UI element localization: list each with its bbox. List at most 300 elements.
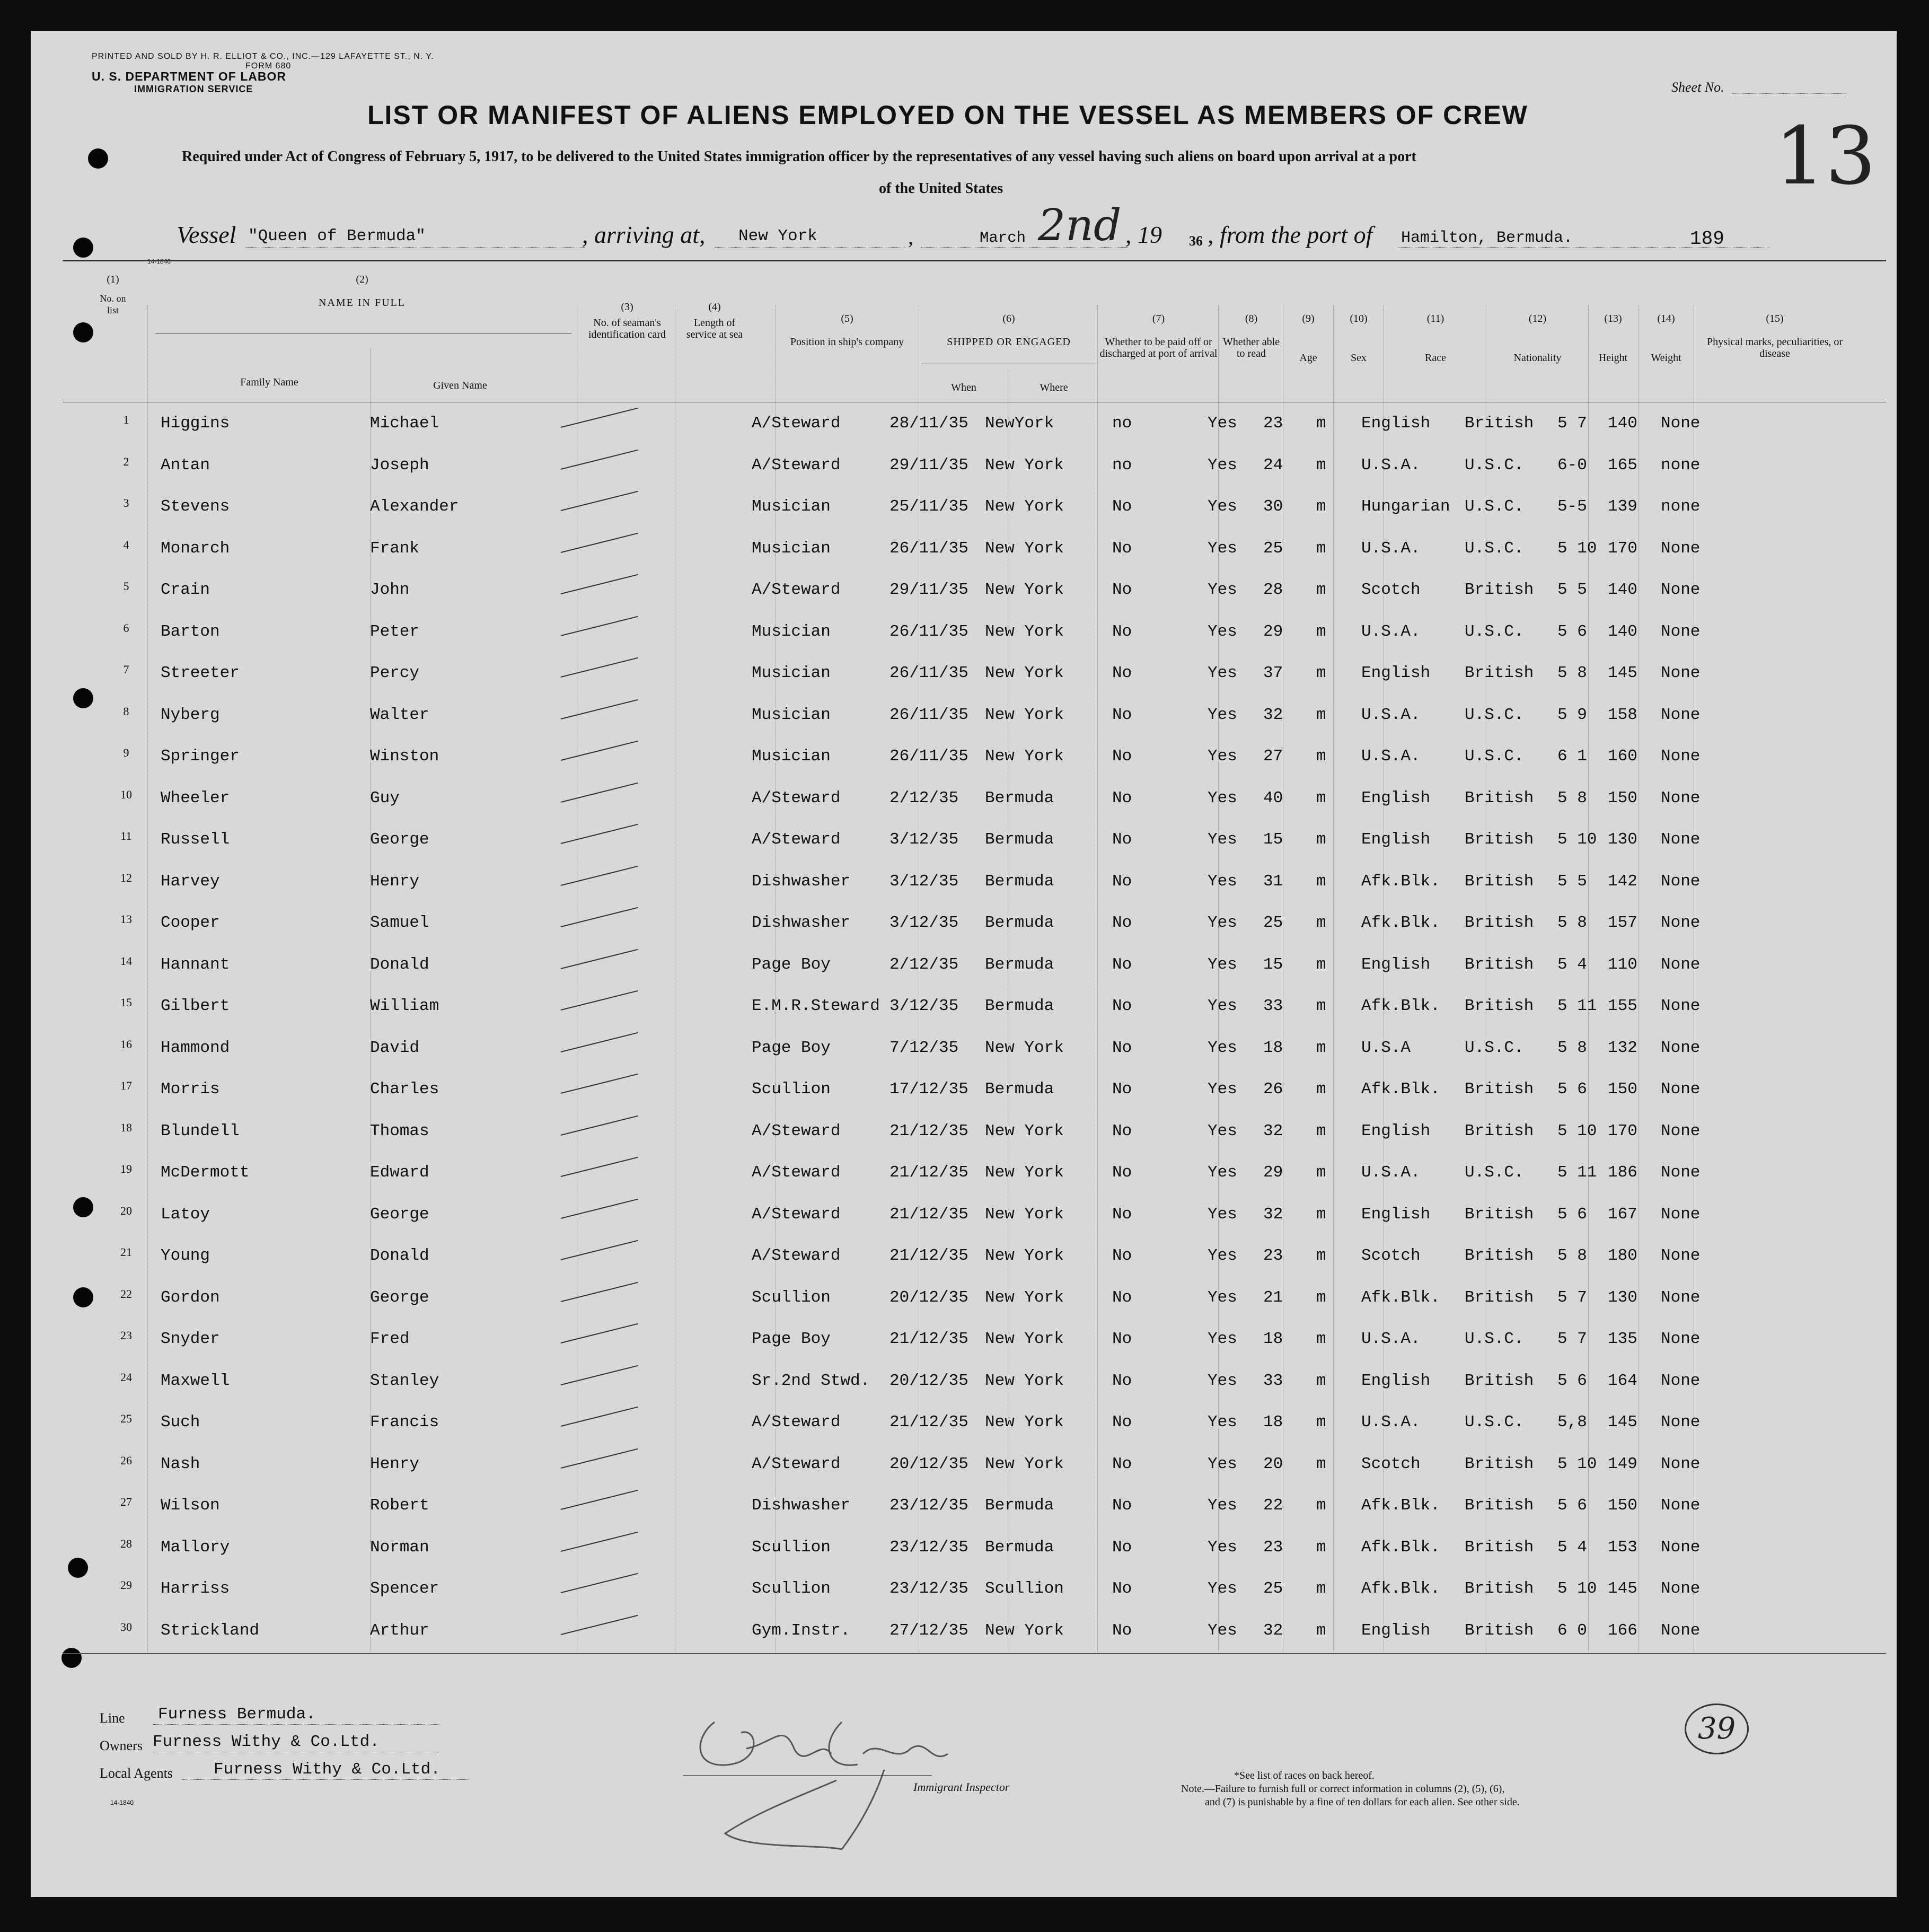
cell-race: English (1361, 955, 1431, 974)
cell-paid: No (1112, 914, 1132, 932)
cell-paid: No (1112, 705, 1132, 724)
cell-sex: m (1316, 1080, 1326, 1099)
id-card-dash (561, 1490, 638, 1510)
sheet-label: Sheet No. (1671, 80, 1724, 95)
cell-position: Page Boy (752, 1330, 831, 1348)
cell-given: Robert (370, 1496, 429, 1515)
table-row (31, 1492, 1897, 1530)
cell-paid: No (1112, 581, 1132, 599)
cell-weight: 132 (1608, 1038, 1637, 1057)
cell-where: New York (985, 581, 1064, 599)
cell-weight: 165 (1608, 455, 1637, 475)
arriving-label: , arriving at, (582, 221, 706, 248)
cell-weight: 180 (1608, 1246, 1637, 1265)
cell-family: Snyder (161, 1330, 220, 1348)
cell-nationality: British (1465, 872, 1534, 891)
cell-nationality: British (1465, 1371, 1534, 1390)
cell-where: Bermuda (985, 955, 1054, 974)
id-card-dash (561, 532, 638, 552)
cell-age: 24 (1263, 455, 1283, 475)
cell-weight: 153 (1608, 1538, 1637, 1557)
cell-weight: 155 (1608, 997, 1637, 1015)
cell-where: New York (985, 1288, 1064, 1307)
cell-weight: 145 (1608, 1413, 1637, 1432)
cell-given: Charles (370, 1080, 439, 1099)
col-6-when-header: When (951, 382, 976, 393)
cell-race: Afk.Blk. (1361, 997, 1440, 1015)
line-underline (153, 1724, 439, 1725)
cell-when: 3/12/35 (889, 872, 959, 891)
cell-age: 21 (1263, 1288, 1283, 1307)
table-row (31, 743, 1897, 781)
cell-family: Cooper (161, 914, 220, 932)
cell-nationality: U.S.C. (1465, 747, 1524, 766)
cell-race: U.S.A (1361, 1038, 1411, 1057)
cell-read: Yes (1208, 997, 1237, 1015)
table-row (31, 1575, 1897, 1613)
cell-race: Hungarian (1361, 497, 1450, 516)
cell-age: 28 (1263, 581, 1283, 599)
cell-no: 12 (120, 871, 132, 884)
cell-nationality: U.S.C. (1465, 1330, 1524, 1348)
cell-paid: No (1112, 1038, 1132, 1057)
cell-where: Bermuda (985, 914, 1054, 932)
inspector-label: Immigrant Inspector (913, 1780, 1010, 1794)
cell-sex: m (1316, 1246, 1326, 1265)
cell-paid: No (1112, 955, 1132, 974)
cell-nationality: British (1465, 1496, 1534, 1515)
id-card-dash (561, 1614, 638, 1635)
cell-no: 17 (120, 1079, 132, 1092)
cell-position: A/Steward (752, 1163, 841, 1182)
cell-family: Wilson (161, 1496, 220, 1515)
cell-where: Bermuda (985, 788, 1054, 807)
cell-when: 21/12/35 (889, 1413, 968, 1432)
cell-given: Thomas (370, 1121, 429, 1140)
cell-marks: None (1661, 622, 1701, 641)
cell-marks: None (1661, 1163, 1701, 1182)
cell-no: 29 (120, 1578, 132, 1592)
cell-where: Bermuda (985, 1080, 1054, 1099)
cell-paid: No (1112, 1246, 1132, 1265)
cell-marks: none (1661, 455, 1701, 475)
col-6-where-header: Where (1040, 382, 1068, 393)
cell-paid: no (1112, 414, 1132, 433)
cell-race: U.S.A. (1361, 1413, 1421, 1432)
cell-marks: None (1661, 1330, 1701, 1348)
cell-given: William (370, 997, 439, 1015)
cell-race: Afk.Blk. (1361, 1496, 1440, 1515)
cell-given: Winston (370, 747, 439, 766)
cell-nationality: U.S.C. (1465, 1413, 1524, 1432)
col-3-header: (3) No. of seaman's identification card (588, 301, 666, 340)
col-13-header: (13) Height (1598, 313, 1628, 364)
cell-age: 32 (1263, 1205, 1283, 1224)
vessel-line (245, 247, 585, 248)
cell-read: Yes (1208, 497, 1237, 516)
col-1-header: (1) No. on list (100, 274, 126, 315)
cell-when: 29/11/35 (889, 455, 968, 475)
cell-family: Young (161, 1246, 210, 1265)
cell-nationality: British (1465, 581, 1534, 599)
cell-no: 13 (120, 912, 132, 926)
cell-given: George (370, 830, 429, 849)
cell-position: Scullion (752, 1288, 831, 1307)
cell-family: Gilbert (161, 997, 230, 1015)
cell-when: 26/11/35 (889, 622, 968, 641)
cell-position: Musician (752, 622, 831, 641)
cell-position: Musician (752, 747, 831, 766)
col-2-family-header: Family Name (240, 376, 298, 388)
cell-position: A/Steward (752, 414, 841, 433)
id-card-dash (561, 865, 638, 885)
cell-age: 30 (1263, 497, 1283, 516)
cell-weight: 110 (1608, 955, 1637, 974)
cell-height: 5 6 (1557, 1080, 1587, 1099)
cell-sex: m (1316, 622, 1326, 641)
col-9-header: (9) Age (1299, 313, 1317, 364)
cell-race: U.S.A. (1361, 705, 1421, 724)
cell-position: Page Boy (752, 955, 831, 974)
cell-family: Strickland (161, 1621, 260, 1640)
cell-family: McDermott (161, 1163, 250, 1182)
cell-no: 20 (120, 1204, 132, 1217)
cell-age: 27 (1263, 747, 1283, 766)
cell-family: Nyberg (161, 705, 220, 724)
cell-position: A/Steward (752, 455, 841, 475)
cell-where: New York (985, 1454, 1064, 1473)
subtitle-line-1: Required under Act of Congress of February 5, 1917, to be delivered to the United States immigration officer by the representatives of any vessel having such aliens on board upon arrival at a port (182, 148, 1416, 165)
cell-paid: No (1112, 497, 1132, 516)
cell-sex: m (1316, 1454, 1326, 1473)
cell-position: A/Steward (752, 1246, 841, 1265)
cell-where: New York (985, 1413, 1064, 1432)
cell-paid: No (1112, 997, 1132, 1015)
cell-age: 18 (1263, 1330, 1283, 1348)
table-row (31, 1118, 1897, 1156)
cell-when: 2/12/35 (889, 788, 959, 807)
cell-position: Scullion (752, 1579, 831, 1598)
col-10-header: (10) Sex (1350, 313, 1368, 364)
cell-weight: 140 (1608, 622, 1637, 641)
cell-marks: None (1661, 830, 1701, 849)
cell-sex: m (1316, 581, 1326, 599)
cell-height: 6 1 (1557, 747, 1587, 766)
cell-family: Streeter (161, 664, 240, 682)
cell-read: Yes (1208, 1163, 1237, 1182)
cell-marks: None (1661, 1246, 1701, 1265)
cell-height: 5-5 (1557, 497, 1587, 516)
cell-when: 7/12/35 (889, 1038, 959, 1057)
cell-position: A/Steward (752, 830, 841, 849)
punch-hole (88, 148, 108, 169)
cell-no: 15 (120, 996, 132, 1009)
table-row (31, 535, 1897, 573)
cell-weight: 166 (1608, 1621, 1637, 1640)
page-title: LIST OR MANIFEST OF ALIENS EMPLOYED ON THE VESSEL AS MEMBERS OF CREW (367, 100, 1528, 130)
cell-paid: No (1112, 1205, 1132, 1224)
id-card-dash (561, 449, 638, 469)
vessel-name: "Queen of Bermuda" (248, 227, 426, 245)
cell-where: New York (985, 1330, 1064, 1348)
cell-height: 5 8 (1557, 788, 1587, 807)
punch-hole (73, 238, 93, 258)
cell-race: English (1361, 664, 1431, 682)
cell-paid: No (1112, 1579, 1132, 1598)
cell-height: 5 5 (1557, 872, 1587, 891)
cell-when: 21/12/35 (889, 1205, 968, 1224)
cell-given: Percy (370, 664, 420, 682)
cell-read: Yes (1208, 1330, 1237, 1348)
cell-position: Page Boy (752, 1038, 831, 1057)
col-11-header: (11) Race (1425, 313, 1446, 364)
cell-race: Afk.Blk. (1361, 1538, 1440, 1557)
cell-family: Mallory (161, 1538, 230, 1557)
cell-age: 18 (1263, 1038, 1283, 1057)
cell-age: 32 (1263, 705, 1283, 724)
cell-age: 25 (1263, 539, 1283, 558)
id-card-dash (561, 1198, 638, 1218)
date-line (921, 247, 1128, 248)
cell-race: English (1361, 1205, 1431, 1224)
cell-height: 5 5 (1557, 581, 1587, 599)
cell-read: Yes (1208, 830, 1237, 849)
cell-position: Musician (752, 497, 831, 516)
id-card-dash (561, 616, 638, 636)
inspector-line (683, 1775, 932, 1776)
cell-family: Maxwell (161, 1371, 230, 1390)
cell-marks: None (1661, 581, 1701, 599)
cell-age: 33 (1263, 997, 1283, 1015)
id-card-dash (561, 699, 638, 719)
cell-race: English (1361, 1621, 1431, 1640)
table-row (31, 1409, 1897, 1447)
cell-position: Dishwasher (752, 872, 851, 891)
cell-sex: m (1316, 1163, 1326, 1182)
cell-read: Yes (1208, 414, 1237, 433)
sheet-line (1732, 93, 1846, 94)
cell-where: Bermuda (985, 830, 1054, 849)
cell-read: Yes (1208, 705, 1237, 724)
arriving-line (715, 247, 905, 248)
cell-weight: 145 (1608, 664, 1637, 682)
cell-where: New York (985, 1621, 1064, 1640)
id-card-dash (561, 1157, 638, 1177)
cell-paid: no (1112, 455, 1132, 475)
cell-age: 31 (1263, 872, 1283, 891)
cell-given: Francis (370, 1413, 439, 1432)
cell-read: Yes (1208, 788, 1237, 807)
cell-sex: m (1316, 1371, 1326, 1390)
table-row (31, 452, 1897, 490)
cell-paid: No (1112, 1413, 1132, 1432)
table-row (31, 785, 1897, 823)
cell-read: Yes (1208, 1371, 1237, 1390)
cell-paid: No (1112, 1621, 1132, 1640)
cell-given: David (370, 1038, 420, 1057)
cell-age: 23 (1263, 1538, 1283, 1557)
cell-nationality: U.S.C. (1465, 455, 1524, 475)
cell-height: 5 8 (1557, 1246, 1587, 1265)
cell-paid: No (1112, 1330, 1132, 1348)
cell-family: Crain (161, 581, 210, 599)
cell-position: Dishwasher (752, 914, 851, 932)
manifest-number: 189 (1690, 228, 1724, 250)
cell-read: Yes (1208, 747, 1237, 766)
cell-nationality: British (1465, 1579, 1534, 1598)
cell-family: Harriss (161, 1579, 230, 1598)
cell-age: 25 (1263, 1579, 1283, 1598)
cell-given: Stanley (370, 1371, 439, 1390)
cell-no: 7 (123, 663, 129, 676)
cell-weight: 158 (1608, 705, 1637, 724)
cell-marks: None (1661, 747, 1701, 766)
cell-age: 25 (1263, 914, 1283, 932)
cell-paid: No (1112, 830, 1132, 849)
cell-height: 5 11 (1557, 1163, 1597, 1182)
cell-position: A/Steward (752, 788, 841, 807)
cell-position: E.M.R.Steward (752, 997, 880, 1015)
cell-sex: m (1316, 539, 1326, 558)
cell-family: Hannant (161, 955, 230, 974)
header-rule (63, 260, 1886, 261)
cell-nationality: U.S.C. (1465, 1163, 1524, 1182)
cell-height: 5 10 (1557, 1579, 1597, 1598)
circled-number-text: 39 (1697, 1711, 1736, 1746)
col-2-given-header: Given Name (433, 380, 487, 391)
cell-position: A/Steward (752, 581, 841, 599)
cell-marks: none (1661, 497, 1701, 516)
circled-number (1685, 1703, 1749, 1754)
cell-sex: m (1316, 830, 1326, 849)
cell-family: Barton (161, 622, 220, 641)
cell-when: 3/12/35 (889, 830, 959, 849)
cell-sex: m (1316, 414, 1326, 433)
id-card-dash (561, 657, 638, 678)
cell-weight: 130 (1608, 1288, 1637, 1307)
cell-age: 33 (1263, 1371, 1283, 1390)
cell-nationality: British (1465, 830, 1534, 849)
cell-marks: None (1661, 955, 1701, 974)
cell-nationality: British (1465, 1288, 1534, 1307)
cell-nationality: British (1465, 914, 1534, 932)
number-line (1674, 247, 1754, 248)
cell-position: Dishwasher (752, 1496, 851, 1515)
cell-sex: m (1316, 1621, 1326, 1640)
cell-race: U.S.A. (1361, 455, 1421, 475)
cell-age: 29 (1263, 1163, 1283, 1182)
cell-no: 9 (123, 746, 129, 759)
cell-weight: 186 (1608, 1163, 1637, 1182)
cell-weight: 150 (1608, 788, 1637, 807)
cell-paid: No (1112, 1288, 1132, 1307)
cell-family: Antan (161, 455, 210, 475)
line-label: Line (100, 1710, 125, 1726)
cell-when: 25/11/35 (889, 497, 968, 516)
cell-when: 2/12/35 (889, 955, 959, 974)
cell-when: 29/11/35 (889, 581, 968, 599)
cell-where: New York (985, 539, 1064, 558)
cell-no: 30 (120, 1620, 132, 1634)
cell-where: New York (985, 747, 1064, 766)
subtitle-line-2: of the United States (879, 180, 1003, 197)
cell-given: Alexander (370, 497, 459, 516)
line-value: Furness Bermuda. (158, 1705, 316, 1724)
id-card-dash (561, 408, 638, 428)
cell-when: 26/11/35 (889, 664, 968, 682)
cell-height: 5 6 (1557, 1205, 1587, 1224)
cell-marks: None (1661, 1205, 1701, 1224)
cell-family: Springer (161, 747, 240, 766)
cell-nationality: British (1465, 955, 1534, 974)
cell-position: Sr.2nd Stwd. (752, 1371, 870, 1390)
cell-race: English (1361, 414, 1431, 433)
col-7-header: (7) Whether to be paid off or discharged at port of arrival (1099, 313, 1218, 359)
cell-sex: m (1316, 1413, 1326, 1432)
id-card-dash (561, 1407, 638, 1427)
cell-marks: None (1661, 1371, 1701, 1390)
cell-nationality: British (1465, 1454, 1534, 1473)
cell-read: Yes (1208, 1579, 1237, 1598)
cell-weight: 167 (1608, 1205, 1637, 1224)
cell-marks: None (1661, 1038, 1701, 1057)
cell-race: Afk.Blk. (1361, 914, 1440, 932)
cell-marks: None (1661, 1288, 1701, 1307)
cell-where: New York (985, 1246, 1064, 1265)
cell-height: 5 8 (1557, 1038, 1587, 1057)
cell-no: 18 (120, 1120, 132, 1134)
cell-family: Gordon (161, 1288, 220, 1307)
arrival-day: 2nd (1038, 200, 1122, 251)
cell-no: 11 (120, 829, 132, 842)
cell-weight: 140 (1608, 581, 1637, 599)
table-row (31, 1201, 1897, 1239)
cell-height: 5 6 (1557, 1496, 1587, 1515)
cell-marks: None (1661, 788, 1701, 807)
cell-sex: m (1316, 955, 1326, 974)
cell-when: 20/12/35 (889, 1454, 968, 1473)
cell-age: 32 (1263, 1121, 1283, 1140)
table-row (31, 1242, 1897, 1280)
cell-where: New York (985, 1371, 1064, 1390)
cell-sex: m (1316, 1205, 1326, 1224)
cell-race: English (1361, 1371, 1431, 1390)
table-row (31, 993, 1897, 1031)
cell-position: Musician (752, 539, 831, 558)
table-row (31, 909, 1897, 947)
cell-marks: None (1661, 1621, 1701, 1640)
cell-height: 5 4 (1557, 955, 1587, 974)
cell-no: 26 (120, 1453, 132, 1467)
cell-weight: 164 (1608, 1371, 1637, 1390)
id-card-dash (561, 1448, 638, 1468)
col-8-header: (8) Whether able to read (1222, 313, 1280, 359)
table-row (31, 1451, 1897, 1489)
cell-read: Yes (1208, 455, 1237, 475)
manifest-sheet (31, 31, 1897, 1897)
cell-marks: None (1661, 414, 1701, 433)
cell-paid: No (1112, 539, 1132, 558)
cell-where: Bermuda (985, 997, 1054, 1015)
cell-paid: No (1112, 872, 1132, 891)
cell-sex: m (1316, 1330, 1326, 1348)
cell-when: 23/12/35 (889, 1496, 968, 1515)
table-row (31, 493, 1897, 531)
cell-position: Musician (752, 664, 831, 682)
year-prefix: , 19 (1125, 221, 1162, 248)
cell-no: 19 (120, 1162, 132, 1175)
cell-given: Frank (370, 539, 420, 558)
